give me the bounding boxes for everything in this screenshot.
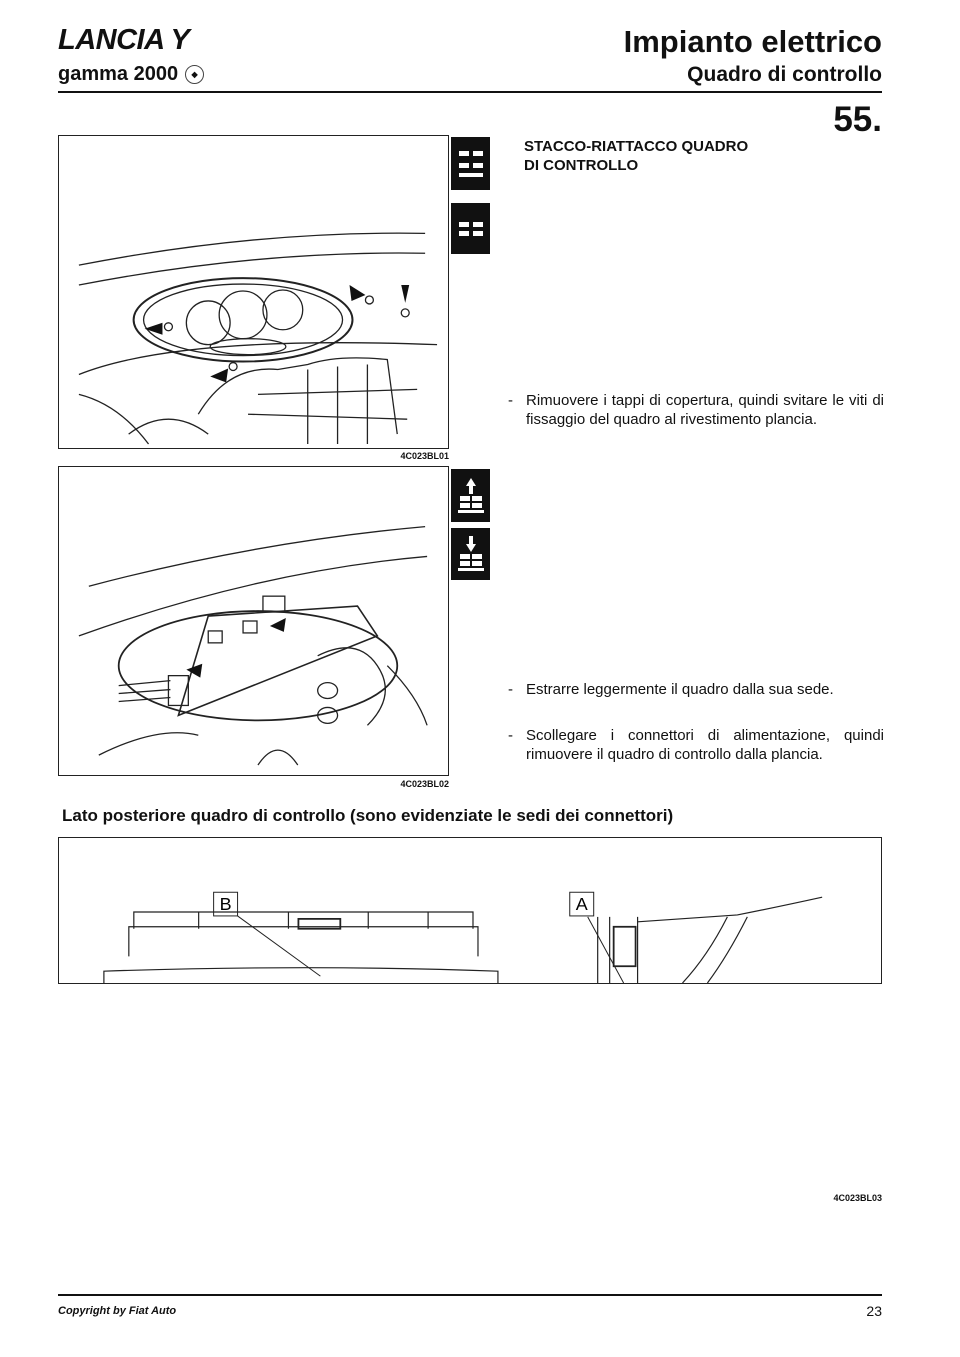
lower-down-icon	[451, 528, 490, 580]
step-item: - Scollegare i connettori di alimentazione, quindi rimuovere il quadro di controllo dalla plancia.	[508, 727, 884, 763]
step-item: - Rimuovere i tappi di copertura, quindi svitare le viti di fissaggio del quadro al rivestimento plancia.	[508, 392, 884, 428]
section-title: Impianto elettrico	[623, 24, 882, 59]
step-text-3: Scollegare i connettori di alimentazione, quindi rimuovere il quadro di controllo dalla plancia.	[526, 727, 884, 763]
page-number: 55.	[833, 100, 882, 139]
connector-b-label: B	[219, 894, 232, 914]
step-item: - Estrarre leggermente il quadro dalla sua sede.	[508, 681, 834, 698]
figure-code-2: 4C023BL02	[400, 779, 449, 789]
figure-caption: Lato posteriore quadro di controllo (sono evidenziate le sedi dei connettori)	[62, 806, 674, 825]
footer-rule	[58, 1294, 882, 1296]
step-text-2: Estrarre leggermente il quadro dalla sua sede.	[526, 681, 834, 698]
lift-up-icon	[451, 469, 490, 522]
footer-copyright: Copyright by Fiat Auto	[58, 1305, 177, 1317]
procedure-heading-line1: STACCO-RIATTACCO QUADRO	[524, 138, 749, 155]
figure-dashboard-screws	[58, 135, 449, 449]
remove-refit-icon	[451, 137, 490, 190]
figure-connectors	[58, 466, 449, 776]
footer-page-number: 23	[866, 1303, 882, 1319]
procedure-heading-line2: DI CONTROLLO	[524, 157, 639, 174]
section-subtitle: Quadro di controllo	[687, 63, 882, 86]
connector-a-label: A	[575, 894, 588, 914]
figure-code-3: 4C023BL03	[833, 1193, 882, 1203]
header-rule	[58, 91, 882, 93]
figure-rear-view	[58, 837, 882, 984]
brand-title: LANCIA Y	[58, 24, 190, 56]
model-range-label: gamma 2000	[58, 63, 179, 85]
procedure-heading	[524, 137, 824, 175]
figure-code-1: 4C023BL01	[400, 451, 449, 461]
step-text-1: Rimuovere i tappi di copertura, quindi svitare le viti di fissaggio del quadro al rivestimento plancia.	[526, 392, 884, 428]
panel-icon	[451, 203, 490, 254]
engine-icon: ◆	[185, 65, 204, 84]
model-range	[58, 63, 204, 86]
